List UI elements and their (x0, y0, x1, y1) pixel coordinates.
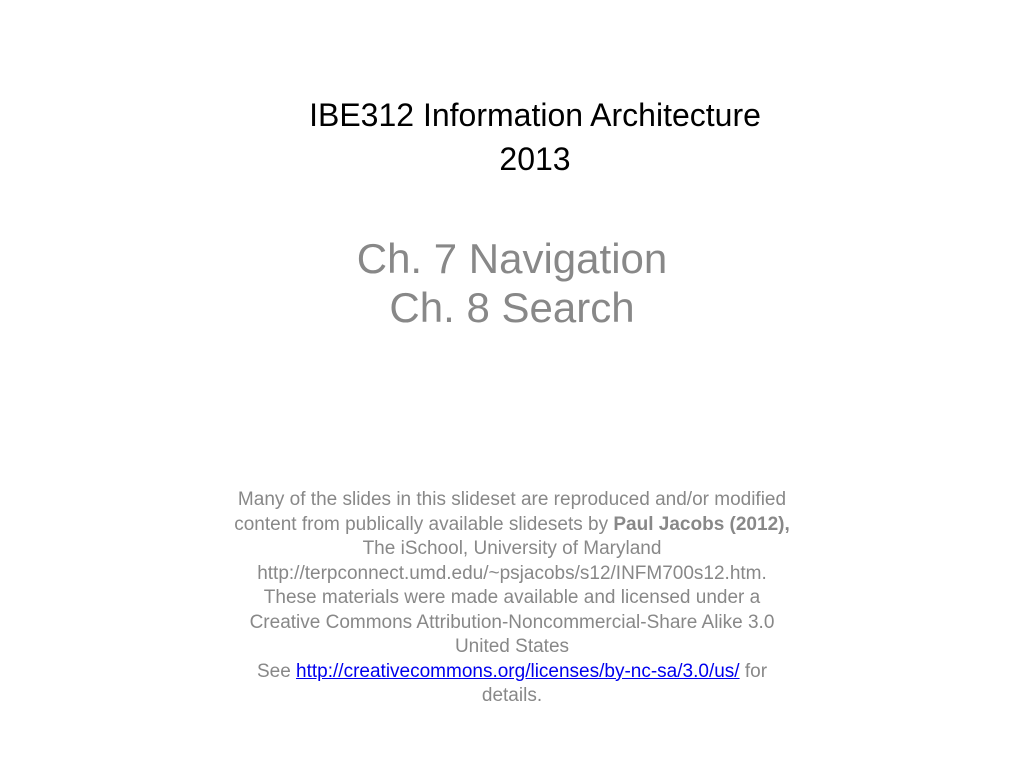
title-line-1: IBE312 Information Architecture (309, 97, 761, 133)
license-link[interactable]: http://creativecommons.org/licenses/by-nc-sa/3.0/us/ (296, 660, 740, 682)
attribution-line-7: United States (454, 636, 570, 657)
slide-subtitle (150, 234, 874, 332)
subtitle-line-1: Ch. 7 Navigation (356, 235, 668, 282)
for-suffix: for (739, 660, 768, 682)
attribution-text (150, 488, 874, 709)
attribution-line-5: These materials were made available and licensed under a (263, 587, 761, 608)
attribution-line-2 (150, 513, 874, 538)
attribution-line-3: The iSchool, University of Maryland (362, 538, 662, 559)
author-credit: Paul Jacobs (2012), (613, 513, 790, 535)
attribution-line-8 (150, 660, 874, 685)
attribution-line-2-prefix: content from publically available slidesets by (234, 513, 614, 535)
attribution-line-9: details. (481, 685, 543, 706)
attribution-line-1: Many of the slides in this slideset are reproduced and/or modified (237, 489, 787, 510)
attribution-line-6: Creative Commons Attribution-Noncommercial-Share Alike 3.0 (249, 611, 775, 633)
see-prefix: See (256, 660, 297, 682)
title-line-2: 2013 (499, 141, 571, 177)
subtitle-line-2: Ch. 8 Search (389, 284, 635, 331)
slide-title (150, 93, 920, 181)
attribution-line-4: http://terpconnect.umd.edu/~psjacobs/s12/INFM700s12.htm. (257, 562, 767, 584)
